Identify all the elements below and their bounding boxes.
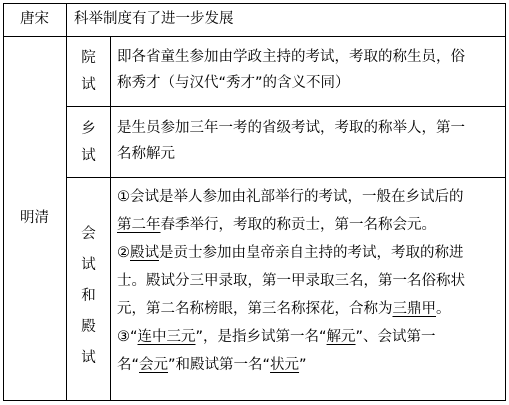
label-char: 试 bbox=[81, 257, 96, 273]
underlined-term: 解元 bbox=[326, 329, 356, 345]
text-line: 名称解元 bbox=[117, 145, 175, 162]
label-char: 试 bbox=[81, 148, 96, 164]
row-divider-2 bbox=[66, 106, 506, 107]
label-char: 殿 bbox=[81, 319, 96, 335]
text-line bbox=[117, 211, 503, 239]
text-span: ② bbox=[117, 245, 130, 261]
table-border-bottom bbox=[3, 400, 506, 401]
label-char: 试 bbox=[81, 77, 96, 93]
era-ming-qing: 明清 bbox=[20, 210, 49, 226]
text-line: 即各省童生参加由学政主持的考试，考取的称生员，俗 bbox=[117, 49, 465, 65]
row-divider-3 bbox=[66, 177, 506, 178]
text-span: ” bbox=[299, 357, 307, 373]
label-char: 试 bbox=[81, 350, 96, 366]
label-char: 和 bbox=[81, 288, 96, 304]
label-char: 乡 bbox=[81, 121, 96, 137]
yuanshi-description bbox=[117, 45, 503, 96]
text-line bbox=[117, 351, 503, 379]
text-span: 元，第二名称榜眼，第三名称探花，合称为 bbox=[117, 301, 393, 317]
underlined-term: 殿试 bbox=[130, 245, 159, 261]
label-xiangshi bbox=[67, 116, 110, 170]
text-line: 称秀才（与汉代“秀才”的含义不同） bbox=[117, 74, 350, 91]
tang-song-content: 科举制度有了进一步发展 bbox=[74, 11, 234, 27]
label-yuanshi bbox=[67, 45, 110, 99]
underlined-term: 三鼎甲 bbox=[392, 301, 436, 317]
label-char: 院 bbox=[81, 50, 96, 66]
table-border-top bbox=[3, 3, 506, 4]
text-span: ”、会试第一 bbox=[355, 329, 436, 345]
xiangshi-description bbox=[117, 116, 503, 167]
text-span: ”，是指乡试第一名“ bbox=[195, 329, 327, 345]
text-span: ③“ bbox=[117, 329, 138, 345]
exam-system-table bbox=[3, 3, 506, 401]
text-line: 是生员参加三年一考的省级考试，考取的称举人，第一 bbox=[117, 120, 465, 136]
column-divider-2 bbox=[110, 36, 111, 401]
label-char: 会 bbox=[81, 226, 96, 242]
text-span: 名“ bbox=[117, 357, 140, 373]
underlined-term: 第二年 bbox=[117, 217, 161, 233]
huishi-dianshi-description bbox=[117, 183, 503, 379]
underlined-term: 状元 bbox=[270, 357, 300, 373]
text-line bbox=[117, 239, 503, 267]
label-huishi-dianshi bbox=[67, 219, 110, 374]
text-span: 。 bbox=[436, 301, 451, 317]
text-span: 春季举行，考取的称贡士，第一名称会元。 bbox=[160, 217, 436, 233]
text-line bbox=[117, 295, 503, 323]
text-span: 是贡士参加由皇帝亲自主持的考试，考取的称进 bbox=[159, 245, 464, 261]
text-line: 士。殿试分三甲录取，第一甲录取三名，第一名俗称状 bbox=[117, 273, 465, 289]
text-line bbox=[117, 323, 503, 351]
text-line: ①会试是举人参加由礼部举行的考试，一般在乡试后的 bbox=[117, 189, 464, 205]
row-divider-1 bbox=[3, 36, 506, 37]
table-border-left bbox=[3, 3, 4, 401]
era-tang-song: 唐宋 bbox=[20, 11, 49, 27]
underlined-term: 会元 bbox=[139, 357, 169, 373]
text-span: ”和殿试第一名“ bbox=[168, 357, 271, 373]
table-border-right bbox=[505, 3, 506, 401]
underlined-term: 连中三元 bbox=[137, 329, 196, 345]
